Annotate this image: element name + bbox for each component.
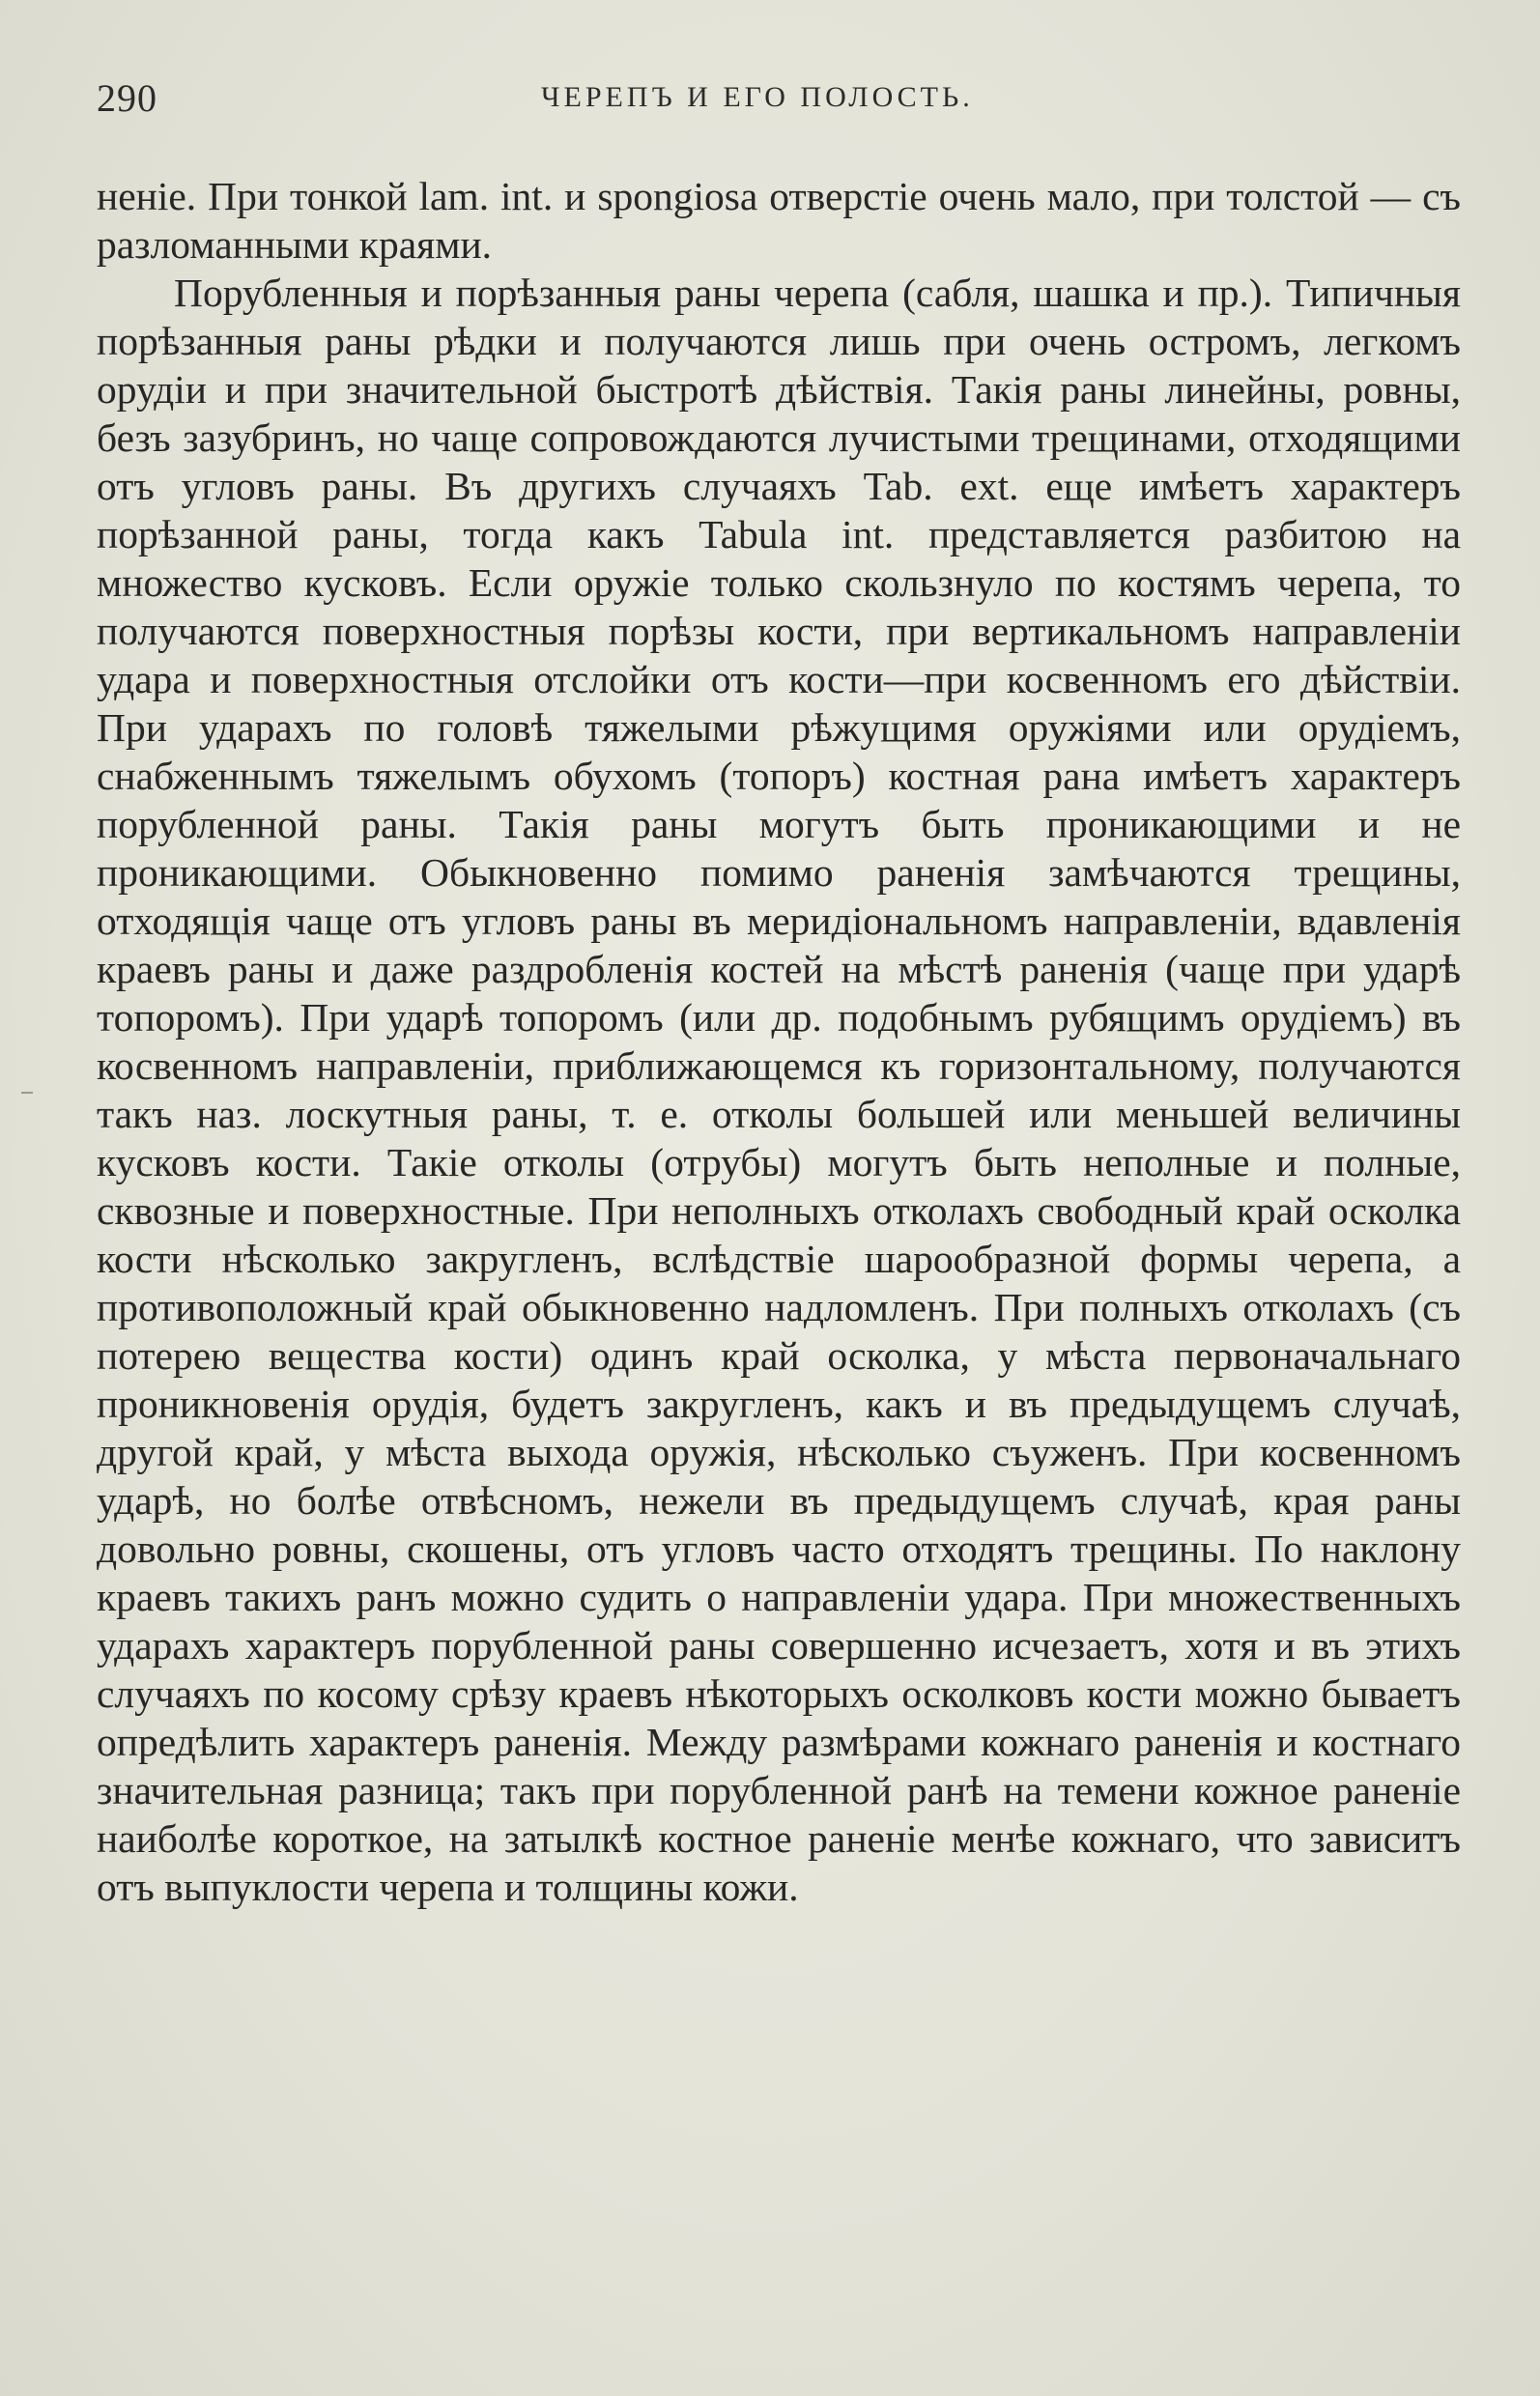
page-number: 290 <box>97 76 157 120</box>
margin-dash-mark <box>21 1092 33 1094</box>
body-text <box>97 172 1461 1911</box>
page-header <box>97 75 1459 124</box>
running-title: ЧЕРЕПЪ И ЕГО ПОЛОСТЬ. <box>541 81 974 113</box>
paragraph-continuation: ненiе. При тонкой lam. int. и spongiosa отверстiе очень мало, при толстой — съ разломанными краями. <box>97 174 1461 267</box>
paragraph-chopped-and-cut-wounds: Порубленныя и порѣзанныя раны черепа (сабля, шашка и пр.). Типичныя порѣзанныя раны рѣдки и получаются лишь при очень остромъ, легкомъ орудiи и при значительной быстротѣ дѣйствiя. Такiя раны линейны, ровны, безъ зазубринъ, но чаще сопровождаются лучистыми трещинами, отходящими отъ угловъ раны. Въ другихъ случаяхъ Tab. ext. еще имѣетъ характеръ порѣзанной раны, тогда какъ Tabula int. представляется разбитою на множество кусковъ. Если оружiе только скользнуло по костямъ черепа, то получаются поверхностныя порѣзы кости, при вертикальномъ направленiи удара и поверхностныя отслойки отъ кости—при косвенномъ его дѣйствiи. При ударахъ по головѣ тяжелыми рѣжущимя оружiями или орудiемъ, снабженнымъ тяжелымъ обухомъ (топоръ) костная рана имѣетъ характеръ порубленной раны. Такiя раны могутъ быть проникающими и не проникающими. Обыкновенно помимо раненiя замѣчаются трещины, отходящiя чаще отъ угловъ раны въ меридiональномъ направленiи, вдавленiя краевъ раны и даже раздробленiя костей на мѣстѣ раненiя (чаще при ударѣ топоромъ). При ударѣ топоромъ (или др. подобнымъ рубящимъ орудiемъ) въ косвенномъ направленiи, приближающемся къ горизонтальному, получаются такъ наз. лоскутныя раны, т. е. отколы большей или меньшей величины кусковъ кости. Такiе отколы (отрубы) могутъ быть неполные и полные, сквозные и поверхностные. При неполныхъ отколахъ свободный край осколка кости нѣсколько закругленъ, вслѣдствiе шарообразной формы черепа, а противоположный край обыкновенно надломленъ. При полныхъ отколахъ (съ потерею вещества кости) одинъ край осколка, у мѣста первоначальнаго проникновенiя орудiя, будетъ закругленъ, какъ и въ предыдущемъ случаѣ, другой край, у мѣста выхода оружiя, нѣсколько съуженъ. При косвенномъ ударѣ, но болѣе отвѣсномъ, нежели въ предыдущемъ случаѣ, края раны довольно ровны, скошены, отъ угловъ часто отходятъ трещины. По наклону краевъ такихъ ранъ можно судить о направленiи удара. При множественныхъ ударахъ характеръ порубленной раны совершенно исчезаетъ, хотя и въ этихъ случаяхъ по косому срѣзу краевъ нѣкоторыхъ осколковъ кости можно бываетъ опредѣлить характеръ раненiя. Между размѣрами кожнаго раненiя и костнаго значительная разница; такъ при порубленной ранѣ на темени кожное раненiе наиболѣе короткое, на затылкѣ костное раненiе менѣе кожнаго, что зависитъ отъ выпуклости черепа и толщины кожи. <box>97 271 1461 1909</box>
